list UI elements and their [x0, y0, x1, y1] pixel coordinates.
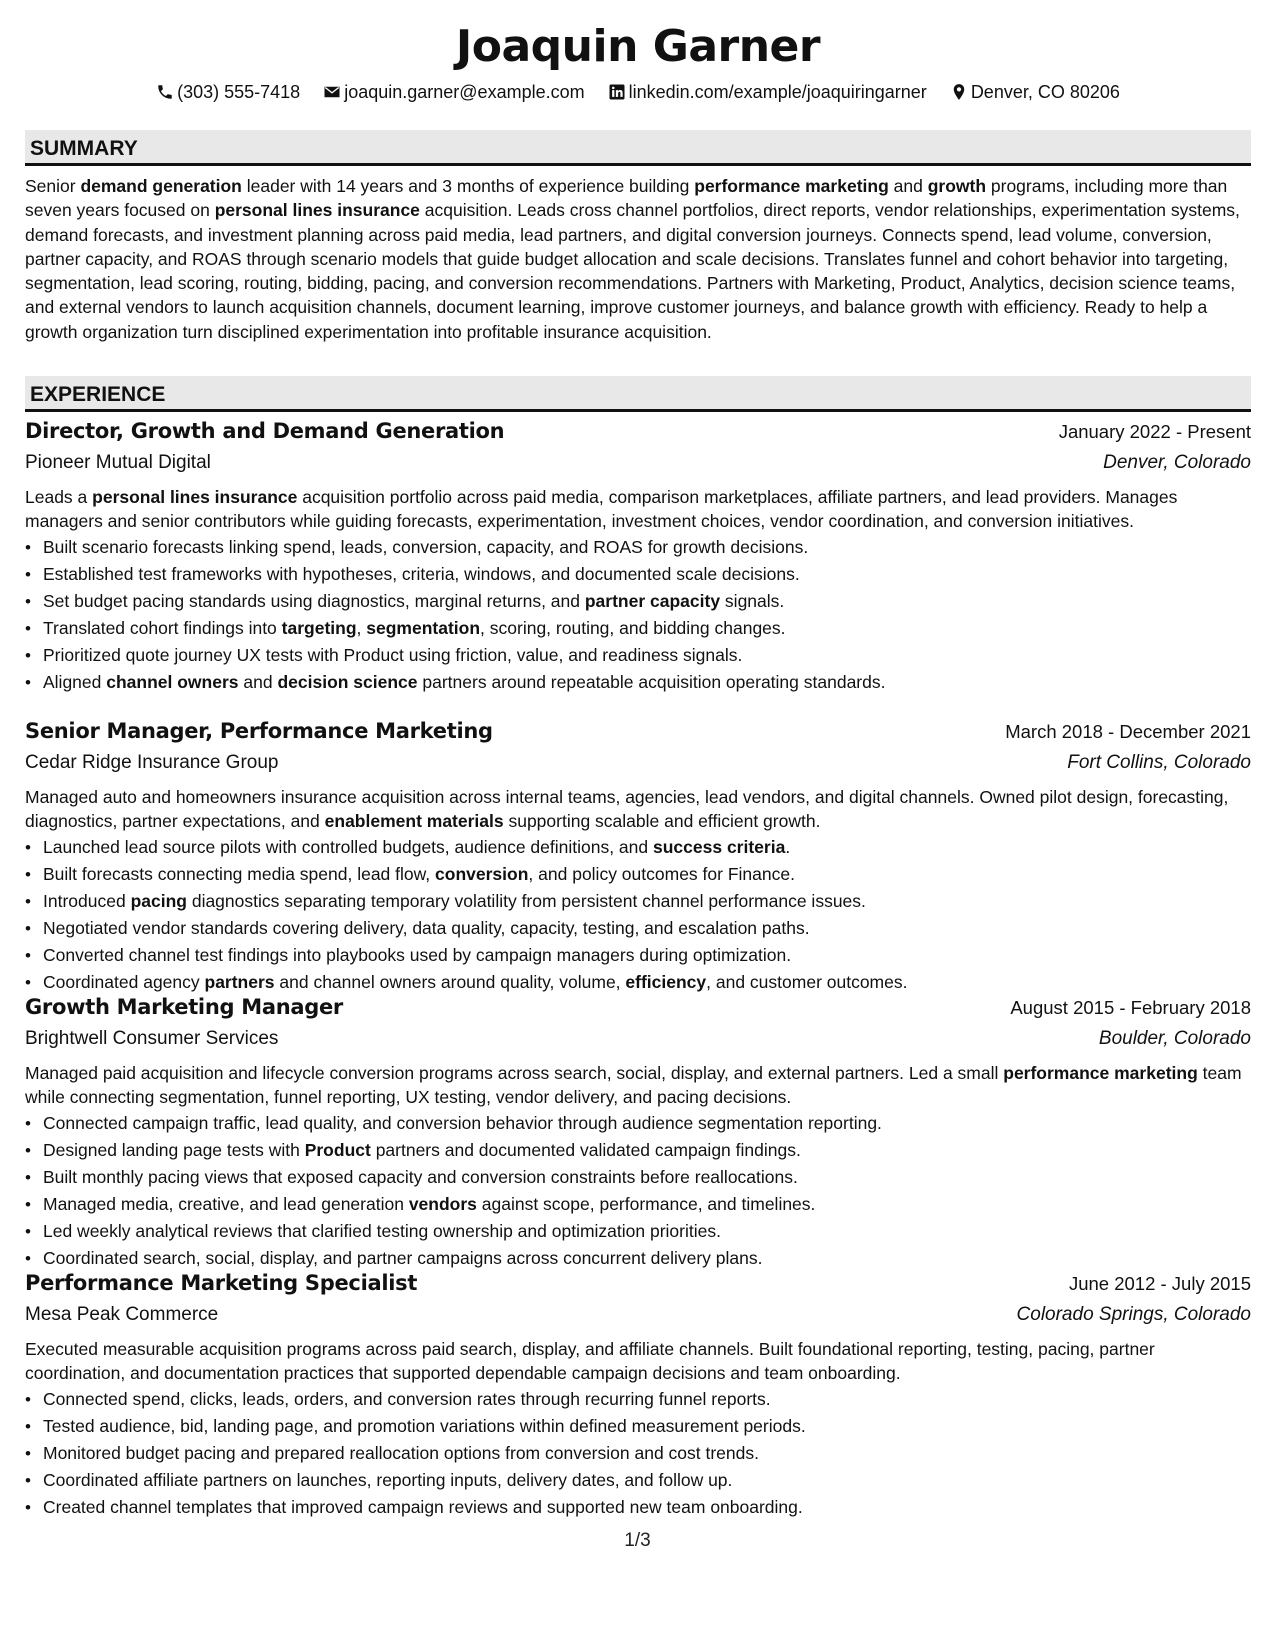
- bullet-item: [43, 888, 1251, 915]
- job-company: Mesa Peak Commerce: [25, 1304, 219, 1325]
- job-company: Pioneer Mutual Digital: [25, 452, 211, 473]
- bullet-item: [43, 1245, 1251, 1272]
- text-run: Negotiated vendor standards covering delivery, data quality, capacity, testing, and escalation paths.: [43, 917, 810, 938]
- text-run: Tested audience, bid, landing page, and promotion variations within defined measurement periods.: [43, 1415, 806, 1436]
- text-run: Built forecasts connecting media spend, lead flow,: [43, 863, 436, 884]
- bullet-item: [43, 588, 1251, 615]
- summary-section: [25, 174, 1251, 344]
- job-entry: [25, 719, 1251, 996]
- text-run: Senior: [25, 176, 81, 196]
- bullet-item: [43, 834, 1251, 861]
- text-run: supporting scalable and efficient growth.: [503, 811, 821, 832]
- bold-keyword: targeting: [281, 617, 357, 638]
- job-dates: June 2012 - July 2015: [1068, 1273, 1251, 1294]
- text-run: , scoring, routing, and bidding changes.: [480, 617, 786, 638]
- text-run: .: [785, 836, 791, 857]
- contact-location: [950, 80, 1120, 104]
- text-run: programs, including more than seven years focused on: [25, 176, 1228, 221]
- contact-phone-text: (303) 555-7418: [177, 82, 301, 102]
- job-title: Performance Marketing Specialist: [25, 1271, 418, 1295]
- text-run: Translated cohort findings into: [43, 617, 282, 638]
- text-run: partners and documented validated campaign findings.: [370, 1139, 801, 1160]
- bold-keyword: demand generation: [80, 176, 242, 196]
- text-run: Set budget pacing standards using diagnostics, marginal returns, and: [43, 590, 585, 611]
- text-run: Launched lead source pilots with controlled budgets, audience definitions, and: [43, 836, 653, 857]
- job-company-row: [25, 1302, 1251, 1333]
- text-run: acquisition. Leads cross channel portfolios, direct reports, vendor relationships, experimentation systems, demand forecasts, and investment planning across paid media, lead partners, and digital conversion journeys. Connects spend, lead volume, conversion, partner capacity, and ROAS through scenario models that guide budget allocation and scale decisions. Translates funnel and cohort behavior into targeting, segmentation, lead scoring, routing, bidding, pacing, and conversion recommendations. Partners with Marketing, Product, Analytics, decision science teams, and external vendors to launch acquisition channels, document learning, improve customer journeys, and balance growth with efficiency. Ready to help a growth organization turn disciplined experimentation into profitable insurance acquisition.: [25, 200, 1240, 342]
- bold-keyword: personal lines insurance: [214, 200, 420, 221]
- bold-keyword: performance marketing: [694, 176, 889, 196]
- job-title-row: [25, 719, 1251, 750]
- contact-email[interactable]: [323, 80, 584, 104]
- job-company: Cedar Ridge Insurance Group: [25, 752, 279, 773]
- bullet-item: [43, 615, 1251, 642]
- phone-icon: [156, 83, 174, 101]
- text-run: Managed auto and homeowners insurance acquisition across internal teams, agencies, lead vendors, and digital channels. Owned pilot design, forecasting, diagnostics, partner expectations, and: [25, 787, 1229, 832]
- bold-keyword: partners: [204, 971, 275, 992]
- job-bullets: [25, 534, 1251, 696]
- job-title-row: [25, 419, 1251, 450]
- text-run: Built scenario forecasts linking spend, leads, conversion, capacity, and ROAS for growth decisions.: [43, 536, 809, 557]
- text-run: Led weekly analytical reviews that clarified testing ownership and optimization priorities.: [43, 1220, 721, 1241]
- text-run: Created channel templates that improved campaign reviews and supported new team onboarding.: [43, 1496, 803, 1517]
- text-run: Managed paid acquisition and lifecycle conversion programs across search, social, display, and external partners. Led a small: [25, 1063, 1004, 1083]
- bullet-item: [43, 969, 1251, 996]
- bullet-item: [43, 561, 1251, 588]
- text-run: Prioritized quote journey UX tests with Product using friction, value, and readiness signals.: [43, 644, 743, 665]
- contact-location-text: Denver, CO 80206: [970, 82, 1120, 102]
- job-title: Director, Growth and Demand Generation: [25, 419, 505, 443]
- bullet-item: [43, 642, 1251, 669]
- text-run: against scope, performance, and timelines.: [476, 1193, 816, 1214]
- job-bullets: [25, 834, 1251, 996]
- bullet-item: [43, 1494, 1251, 1521]
- bold-keyword: partner capacity: [584, 590, 721, 611]
- job-dates: August 2015 - February 2018: [1010, 997, 1251, 1018]
- job-location: Denver, Colorado: [1103, 452, 1251, 473]
- envelope-icon: [323, 83, 341, 101]
- text-run: Aligned: [43, 671, 107, 692]
- text-run: signals.: [720, 590, 785, 611]
- job-company-row: [25, 750, 1251, 781]
- bullet-item: [43, 915, 1251, 942]
- job-location: Colorado Springs, Colorado: [1016, 1304, 1251, 1325]
- text-run: and channel owners around quality, volume,: [274, 971, 626, 992]
- bold-keyword: efficiency: [625, 971, 707, 992]
- text-run: Coordinated search, social, display, and partner campaigns across concurrent delivery plans.: [43, 1247, 763, 1268]
- bullet-item: [43, 1137, 1251, 1164]
- contact-linkedin[interactable]: [608, 80, 927, 104]
- text-run: and: [888, 176, 928, 196]
- bold-keyword: decision science: [277, 671, 418, 692]
- bold-keyword: performance marketing: [1003, 1063, 1198, 1083]
- job-description: [25, 485, 1251, 534]
- job-entry: [25, 995, 1251, 1272]
- bullet-item: [43, 1440, 1251, 1467]
- job-dates: January 2022 - Present: [1058, 421, 1251, 442]
- contact-email-text: joaquin.garner@example.com: [344, 82, 585, 102]
- text-run: ,: [356, 617, 367, 638]
- text-run: , and policy outcomes for Finance.: [528, 863, 795, 884]
- text-run: acquisition portfolio across paid media, comparison marketplaces, affiliate partners, and lead providers. Manages managers and senior contributors while guiding forecasts, experimentation, investment choices, vendor coordination, and conversion initiatives.: [25, 487, 1178, 532]
- bold-keyword: growth: [927, 176, 987, 196]
- bold-keyword: segmentation: [366, 617, 481, 638]
- text-run: Converted channel test findings into playbooks used by campaign managers during optimization.: [43, 944, 792, 965]
- contact-phone[interactable]: [156, 80, 300, 104]
- text-run: team while connecting segmentation, funnel reporting, UX testing, vendor delivery, and pacing decisions.: [25, 1063, 1242, 1108]
- summary-text: [25, 174, 1251, 344]
- page-number: 1/3: [624, 1530, 651, 1551]
- text-run: leader with 14 years and 3 months of experience building: [241, 176, 695, 196]
- bullet-item: [43, 1386, 1251, 1413]
- text-run: Established test frameworks with hypotheses, criteria, windows, and documented scale decisions.: [43, 563, 800, 584]
- text-run: Managed media, creative, and lead generation: [43, 1193, 409, 1214]
- text-run: Designed landing page tests with: [43, 1139, 305, 1160]
- bold-keyword: Product: [304, 1139, 371, 1160]
- job-description: [25, 1337, 1251, 1386]
- job-description: [25, 785, 1251, 834]
- text-run: partners around repeatable acquisition operating standards.: [417, 671, 886, 692]
- job-company: Brightwell Consumer Services: [25, 1028, 279, 1049]
- contact-bar: [25, 80, 1251, 104]
- job-entry: [25, 419, 1251, 696]
- job-company-row: [25, 1026, 1251, 1057]
- job-company-row: [25, 450, 1251, 481]
- bullet-item: [43, 942, 1251, 969]
- bullet-item: [43, 1164, 1251, 1191]
- bullet-item: [43, 1467, 1251, 1494]
- job-dates: March 2018 - December 2021: [1005, 721, 1251, 742]
- text-run: Introduced: [43, 890, 131, 911]
- bullet-item: [43, 1191, 1251, 1218]
- text-run: , and customer outcomes.: [706, 971, 908, 992]
- text-run: Coordinated affiliate partners on launches, reporting inputs, delivery dates, and follow up.: [43, 1469, 733, 1490]
- job-title: Growth Marketing Manager: [25, 995, 343, 1019]
- bold-keyword: conversion: [435, 863, 529, 884]
- job-title-row: [25, 995, 1251, 1026]
- bold-keyword: vendors: [408, 1193, 477, 1214]
- text-run: Monitored budget pacing and prepared reallocation options from conversion and cost trends.: [43, 1442, 759, 1463]
- bold-keyword: personal lines insurance: [92, 487, 298, 507]
- text-run: and: [238, 671, 278, 692]
- job-description: [25, 1061, 1251, 1110]
- text-run: Connected campaign traffic, lead quality, and conversion behavior through audience segmentation reporting.: [43, 1112, 882, 1133]
- job-location: Boulder, Colorado: [1098, 1028, 1251, 1049]
- job-location: Fort Collins, Colorado: [1067, 752, 1251, 773]
- bullet-item: [43, 1218, 1251, 1245]
- job-title-row: [25, 1271, 1251, 1302]
- bold-keyword: enablement materials: [324, 811, 504, 832]
- bullet-item: [43, 1110, 1251, 1137]
- text-run: Executed measurable acquisition programs across paid search, display, and affiliate channels. Built foundational reporting, testing, pacing, partner coordination, and documentation practices that supported dependable campaign decisions and team onboarding.: [25, 1339, 1155, 1384]
- bold-keyword: pacing: [130, 890, 187, 911]
- bold-keyword: channel owners: [106, 671, 239, 692]
- job-entry: [25, 1271, 1251, 1521]
- job-bullets: [25, 1386, 1251, 1521]
- summary-heading: SUMMARY: [25, 130, 1251, 166]
- bullet-item: [43, 861, 1251, 888]
- experience-heading: EXPERIENCE: [25, 376, 1251, 412]
- linkedin-icon: [608, 83, 626, 101]
- text-run: Connected spend, clicks, leads, orders, and conversion rates through recurring funnel reports.: [43, 1388, 771, 1409]
- map-pin-icon: [950, 83, 968, 101]
- bullet-item: [43, 1413, 1251, 1440]
- contact-linkedin-text: linkedin.com/example/joaquiringarner: [628, 82, 927, 102]
- bullet-item: [43, 669, 1251, 696]
- text-run: Leads a: [25, 487, 93, 507]
- job-title: Senior Manager, Performance Marketing: [25, 719, 493, 743]
- text-run: Built monthly pacing views that exposed capacity and conversion constraints before reallocations.: [43, 1166, 798, 1187]
- job-bullets: [25, 1110, 1251, 1272]
- bold-keyword: success criteria: [653, 836, 786, 857]
- bullet-item: [43, 534, 1251, 561]
- candidate-name: Joaquin Garner: [455, 21, 821, 72]
- text-run: diagnostics separating temporary volatility from persistent channel performance issues.: [186, 890, 866, 911]
- text-run: Coordinated agency: [43, 971, 205, 992]
